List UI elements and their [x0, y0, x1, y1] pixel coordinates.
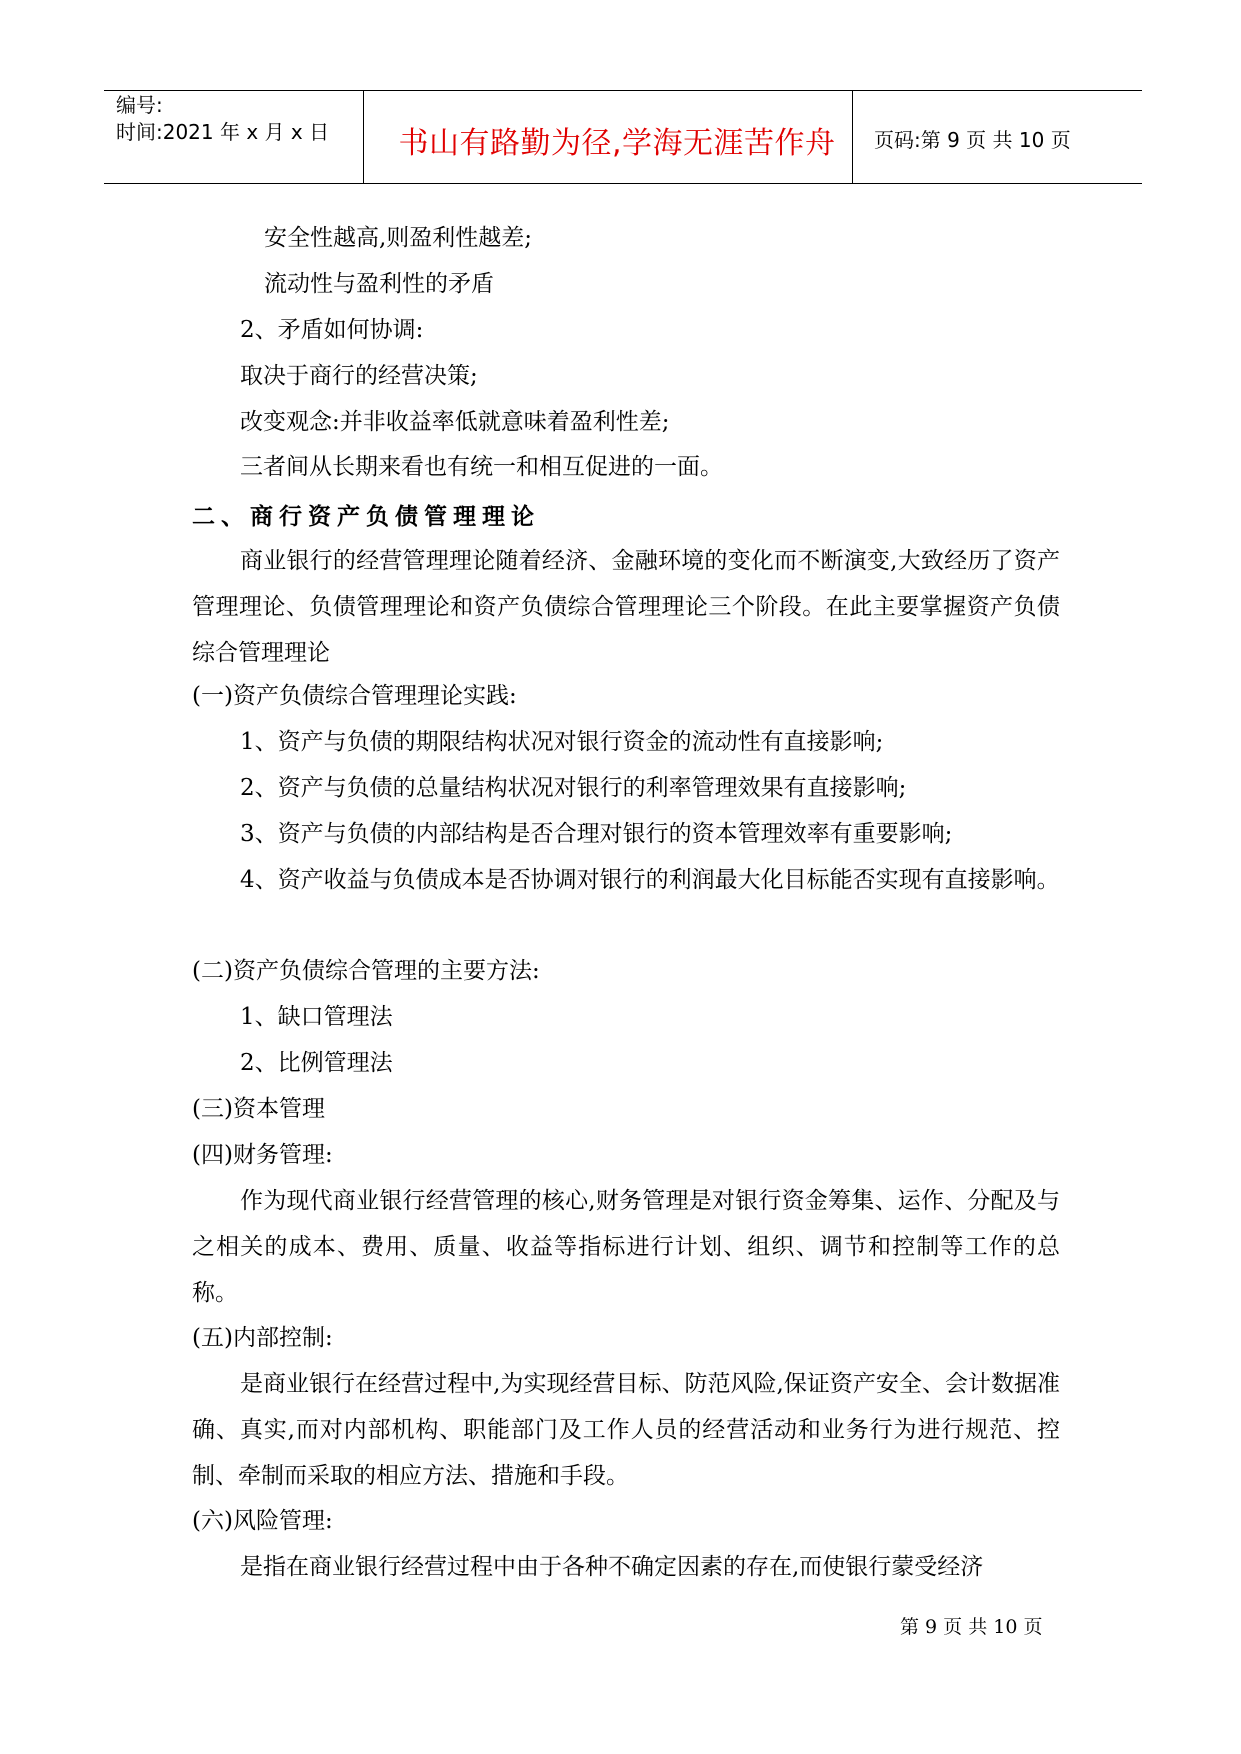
list-item: 1、缺口管理法	[240, 1004, 393, 1030]
header-bottom-rule	[104, 183, 1142, 184]
list-item: 4、资产收益与负债成本是否协调对银行的利润最大化目标能否实现有直接影响。	[240, 867, 1060, 893]
header-page-label: 页码:第 9 页 共 10 页	[874, 128, 1071, 152]
text-line: 取决于商行的经营决策;	[240, 363, 478, 389]
paragraph: 作为现代商业银行经营管理的核心,财务管理是对银行资金筹集、运作、分配及与之相关的成本、费用、质量、收益等指标进行计划、组织、调节和控制等工作的总称。	[192, 1188, 1060, 1306]
subsection-heading: (四)财务管理:	[192, 1142, 333, 1168]
paragraph: 是商业银行在经营过程中,为实现经营目标、防范风险,保证资产安全、会计数据准确、真实,而对内部机构、职能部门及工作人员的经营活动和业务行为进行规范、控制、牵制而采取的相应方法、措施和手段。	[192, 1371, 1060, 1489]
text-line: 安全性越高,则盈利性越差;	[264, 225, 533, 251]
subsection-heading: (五)内部控制:	[192, 1325, 333, 1351]
list-item: 1、资产与负债的期限结构状况对银行资金的流动性有直接影响;	[240, 729, 884, 755]
subsection-heading: (二)资产负债综合管理的主要方法:	[192, 958, 540, 984]
subsection-heading: (六)风险管理:	[192, 1508, 333, 1534]
header-number-label: 编号:	[116, 93, 163, 117]
subsection-heading: (三)资本管理	[192, 1096, 325, 1122]
list-item: 2、比例管理法	[240, 1050, 393, 1076]
header-time-label: 时间:2021 年 x 月 x 日	[116, 120, 330, 144]
text-line: 2、矛盾如何协调:	[240, 317, 424, 343]
list-item: 2、资产与负债的总量结构状况对银行的利率管理效果有直接影响;	[240, 775, 907, 801]
text-line: 三者间从长期来看也有统一和相互促进的一面。	[240, 454, 723, 480]
paragraph: 是指在商业银行经营过程中由于各种不确定因素的存在,而使银行蒙受经济	[240, 1554, 984, 1580]
paragraph: 商业银行的经营管理理论随着经济、金融环境的变化而不断演变,大致经历了资产管理理论、负债管理理论和资产负债综合管理理论三个阶段。在此主要掌握资产负债综合管理理论	[192, 548, 1060, 666]
header-top-rule	[104, 90, 1142, 91]
section-heading: 二、商行资产负债管理理论	[192, 504, 540, 530]
text-line: 改变观念:并非收益率低就意味着盈利性差;	[240, 409, 670, 435]
list-item: 3、资产与负债的内部结构是否合理对银行的资本管理效率有重要影响;	[240, 821, 953, 847]
page-footer: 第 9 页 共 10 页	[900, 1616, 1043, 1638]
header-divider-left	[363, 90, 364, 183]
text-line: 流动性与盈利性的矛盾	[264, 271, 494, 297]
header-motto: 书山有路勤为径,学海无涯苦作舟	[398, 126, 836, 161]
subsection-heading: (一)资产负债综合管理理论实践:	[192, 683, 517, 709]
header-meta	[116, 92, 329, 146]
